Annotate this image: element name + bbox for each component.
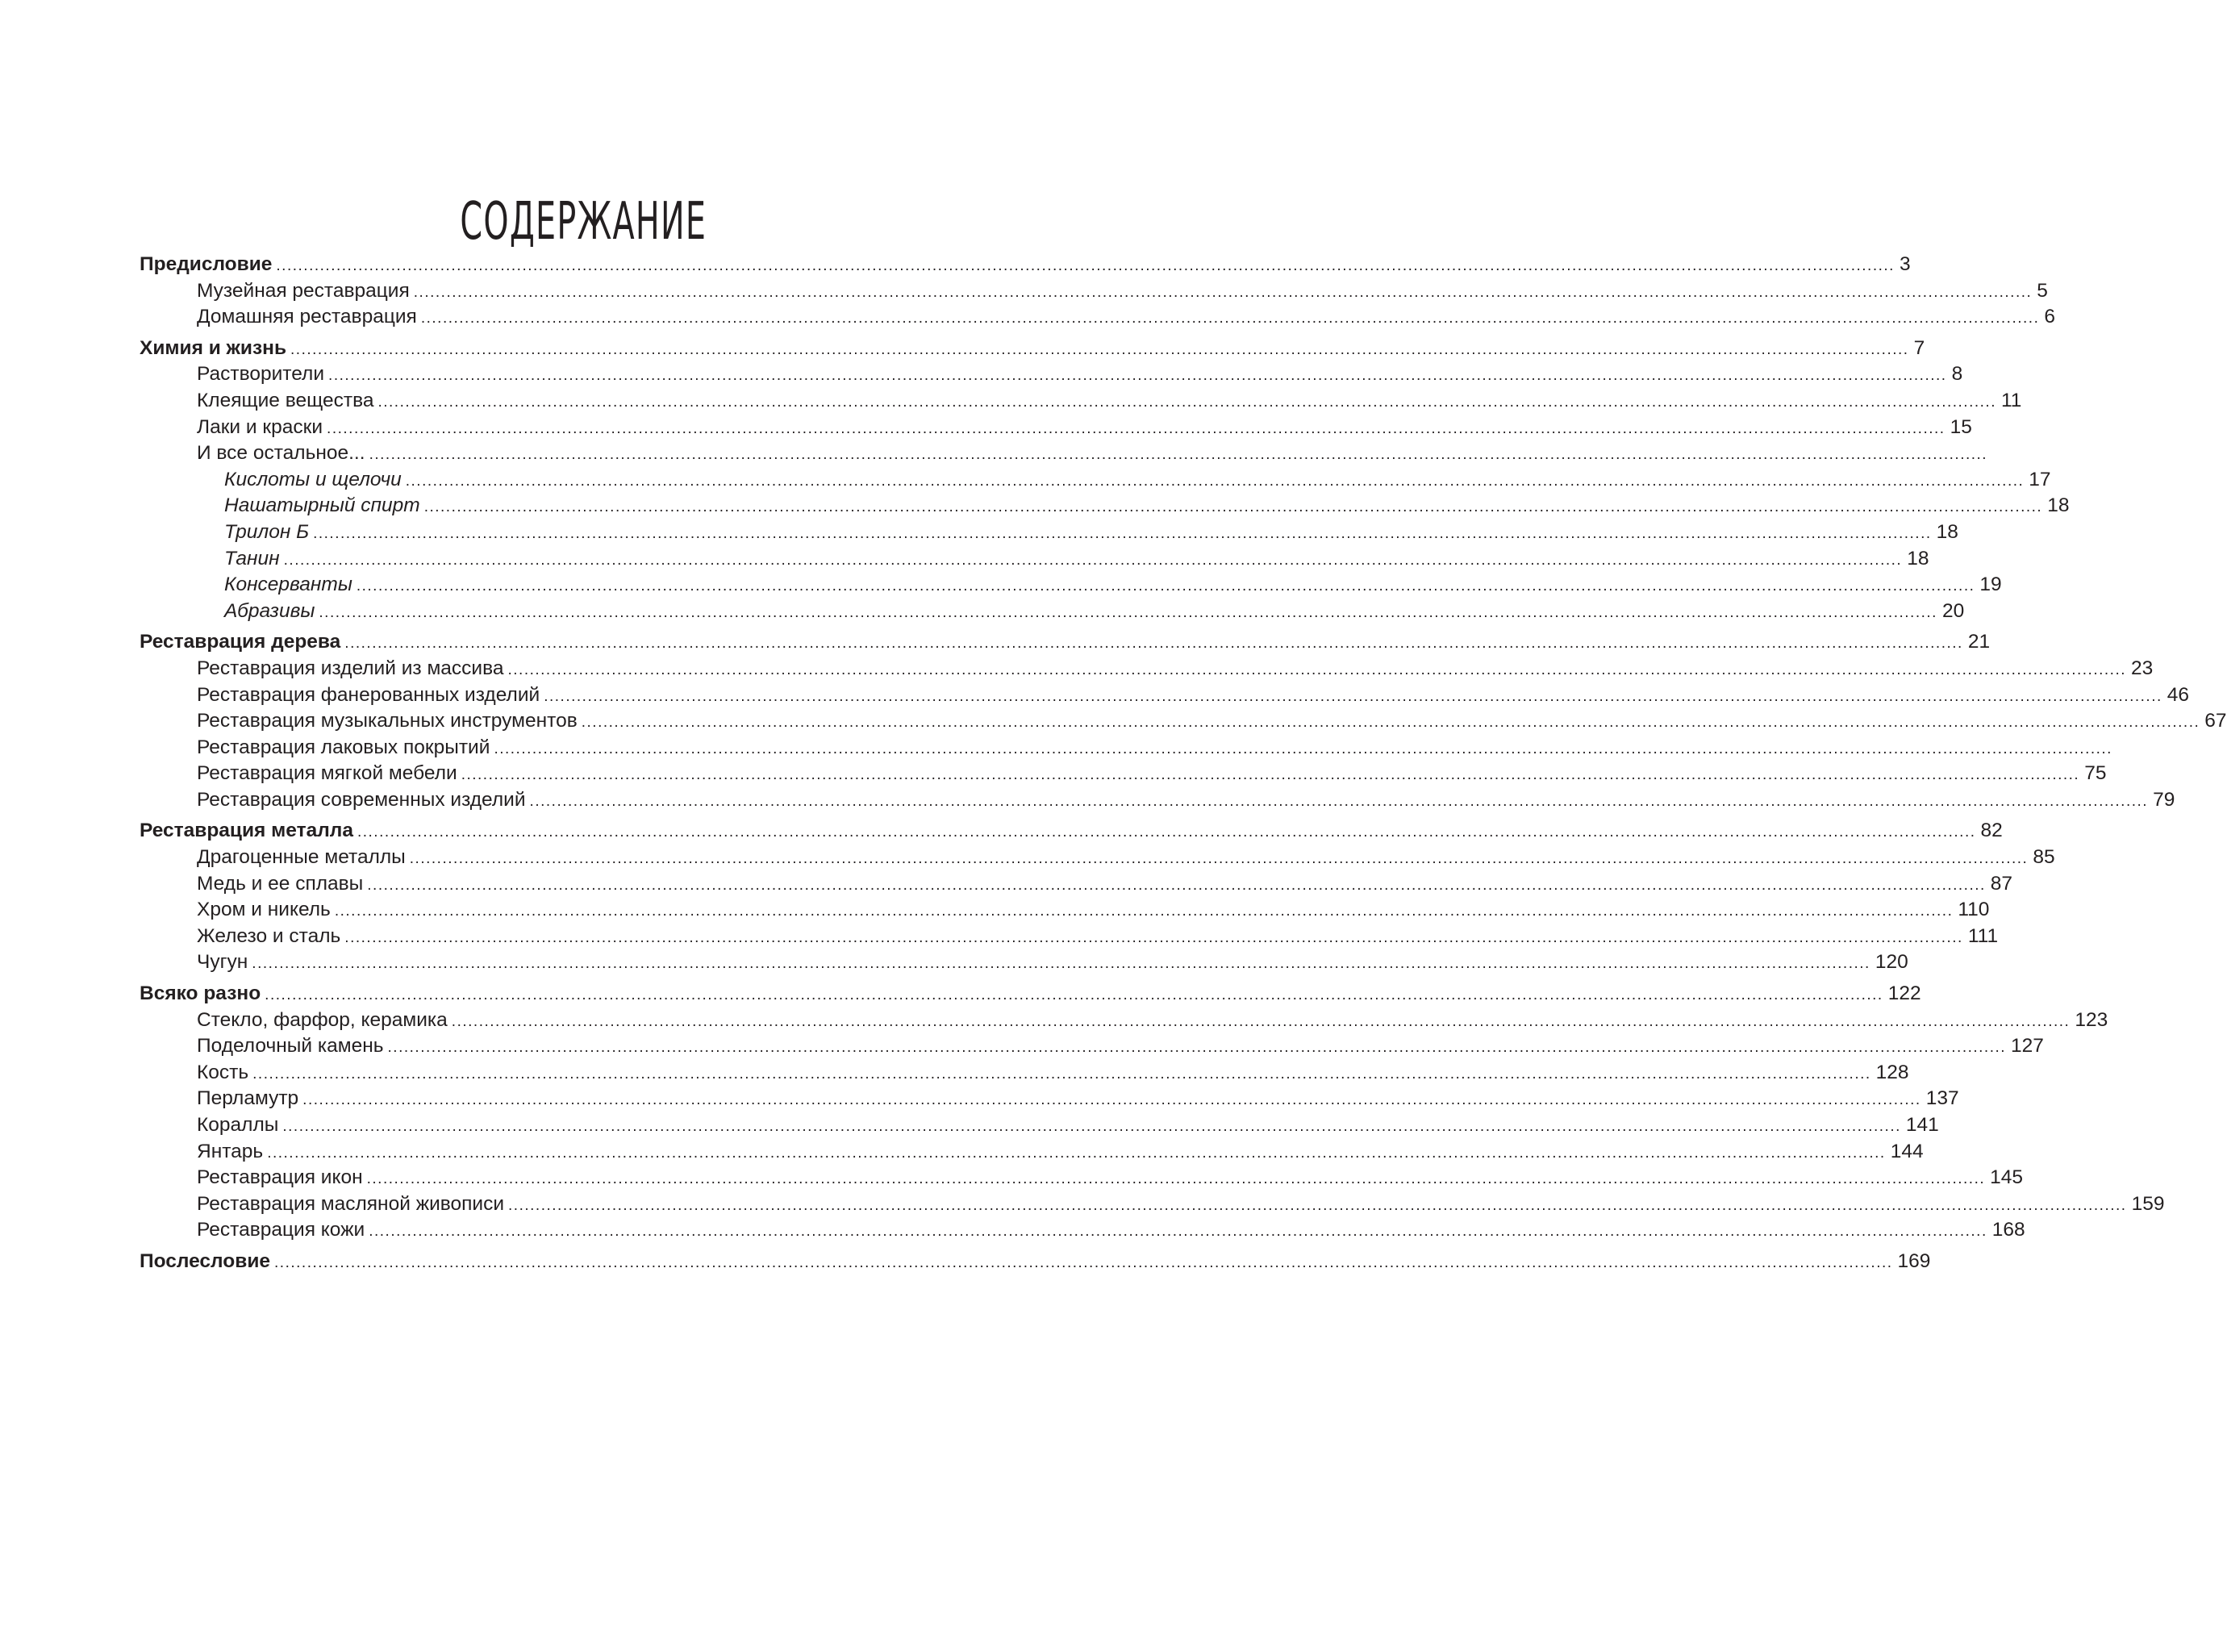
toc-section [140,629,2227,813]
toc-subentry[interactable] [140,572,2002,599]
toc-page-number: 141 [1905,1114,1939,1136]
toc-chapter-entry[interactable] [140,981,1921,1007]
toc-subentry[interactable] [140,440,1988,467]
dot-leader: ........................................................................................................................................................................................................................................................................................................ [267,1144,1886,1162]
toc-page-number: 3 [1899,253,1911,275]
toc-page-number: 123 [2075,1008,2108,1031]
dot-leader: ........................................................................................................................................................................................................................................................................................................ [328,367,1947,385]
dot-leader: ........................................................................................................................................................................................................................................................................................................ [508,1196,2127,1214]
toc-subentry[interactable] [140,546,1929,573]
toc-page-number: 6 [2044,306,2055,328]
dot-leader: ........................................................................................................................................................................................................................................................................................................ [327,419,1945,437]
toc-page-number: 5 [2037,279,2048,302]
toc-entry-title: Железо и сталь [197,924,341,947]
toc-page-number: 159 [2131,1192,2165,1215]
dot-leader: ........................................................................................................................................................................................................................................................................................................ [507,661,2127,678]
dot-leader: ........................................................................................................................................................................................................................................................................................................ [252,1065,1871,1083]
toc-subentry[interactable] [140,304,2055,331]
toc-entry-title: Реставрация икон [197,1166,363,1189]
dot-leader: ........................................................................................................................................................................................................................................................................................................ [423,499,2043,516]
toc-subentry[interactable] [140,599,1965,625]
dot-leader: ........................................................................................................................................................................................................................................................................................................ [313,524,1932,542]
toc-entry-title: Реставрация мягкой мебели [197,762,457,785]
toc-subentry[interactable] [140,682,2190,709]
toc-subentry[interactable] [140,1191,2165,1218]
toc-page-number: 18 [1936,520,1958,543]
dot-leader: ........................................................................................................................................................................................................................................................................................................ [581,714,2200,732]
toc-page-number: 67 [2204,710,2227,732]
toc-entry-title: Хром и никель [197,899,331,921]
toc-entry-title: Консерванты [224,574,352,596]
toc-entry-title: Кислоты и щелочи [224,468,402,490]
toc-subentry[interactable] [140,493,2070,519]
toc-chapter-entry[interactable] [140,252,1911,278]
toc-subentry[interactable] [140,897,1990,924]
toc-entry-title: Кораллы [197,1114,279,1136]
toc-entry-title: Растворители [197,363,325,386]
toc-subentry[interactable] [140,845,2055,871]
toc-page-number: 18 [1907,547,1929,569]
toc-page-number: 7 [1913,336,1925,359]
toc-page-number: 144 [1890,1140,1924,1162]
toc-section [140,818,2055,976]
toc-entry-title: Реставрация музыкальных инструментов [197,710,578,732]
toc-page-number: 120 [1875,951,1908,974]
toc-chapter-entry[interactable] [140,818,2003,845]
toc-page-number: 122 [1887,982,1921,1005]
dot-leader: ........................................................................................................................................................................................................................................................................................................ [409,850,2029,868]
dot-leader: ........................................................................................................................................................................................................................................................................................................ [334,903,1954,920]
dot-leader: ........................................................................................................................................................................................................................................................................................................ [494,740,2112,757]
dot-leader: ........................................................................................................................................................................................................................................................................................................ [377,393,1996,411]
dot-leader: ........................................................................................................................................................................................................................................................................................................ [276,257,1895,274]
dot-leader: ........................................................................................................................................................................................................................................................................................................ [356,578,1975,595]
toc-page-number: 8 [1951,363,1963,386]
toc-section [140,252,2055,331]
toc-subentry[interactable] [140,787,2175,814]
toc-page-number: 168 [1991,1219,2025,1241]
toc-entry-title: Реставрация современных изделий [197,788,526,811]
toc-entry-title: Танин [224,547,280,569]
toc-subentry[interactable] [140,467,2051,494]
dot-leader: ........................................................................................................................................................................................................................................................................................................ [369,1223,1987,1241]
dot-leader: ........................................................................................................................................................................................................................................................................................................ [344,928,1963,946]
toc-entry-title: Реставрация кожи [197,1219,365,1241]
page-title: СОДЕРЖАНИЕ [460,191,707,252]
toc-entry-title: Нашатырный спирт [224,494,420,517]
dot-leader: ........................................................................................................................................................................................................................................................................................................ [461,766,2080,784]
toc-subentry[interactable] [140,1007,2108,1034]
dot-leader: ........................................................................................................................................................................................................................................................................................................ [344,635,1963,653]
toc-page-number: 11 [2000,389,2022,411]
dot-leader: ........................................................................................................................................................................................................................................................................................................ [252,955,1870,973]
toc-subentry[interactable] [140,656,2154,682]
dot-leader: ........................................................................................................................................................................................................................................................................................................ [319,603,1937,621]
toc-subentry[interactable] [140,1033,2044,1060]
toc-entry-title: Клеящие вещества [197,389,374,411]
toc-subentry[interactable] [140,415,1972,441]
table-of-contents [140,252,2227,1280]
toc-entry-title: Кость [197,1061,249,1083]
toc-page-number: 75 [2084,762,2107,785]
toc-entry-title: Медь и ее сплавы [197,872,364,895]
toc-subentry[interactable] [140,1139,1924,1166]
toc-subentry[interactable] [140,361,1963,388]
toc-subentry[interactable] [140,924,1999,950]
toc-entry-title: Домашняя реставрация [197,306,417,328]
toc-subentry[interactable] [140,519,1958,546]
toc-subentry[interactable] [140,1217,2025,1244]
toc-subentry[interactable] [140,871,2013,898]
toc-section [140,981,2165,1244]
toc-subentry[interactable] [140,278,2048,305]
toc-page-number: 87 [1990,872,2013,895]
toc-page-number: 128 [1875,1061,1909,1083]
dot-leader: ........................................................................................................................................................................................................................................................................................................ [282,1118,1901,1135]
toc-entry-title: Послесловие [140,1249,271,1272]
toc-entry-title: Реставрация лаковых покрытий [197,736,490,758]
dot-leader: ........................................................................................................................................................................................................................................................................................................ [413,283,2033,301]
toc-page-number: 46 [2167,683,2190,706]
toc-chapter-entry[interactable] [140,336,1925,362]
toc-subentry[interactable] [140,1165,2024,1191]
dot-leader: ........................................................................................................................................................................................................................................................................................................ [420,310,2040,327]
toc-page-number: 169 [1897,1249,1931,1272]
toc-page-number: 127 [2011,1035,2044,1058]
dot-leader: ........................................................................................................................................................................................................................................................................................................ [369,446,1988,464]
toc-page-number: 82 [1980,820,2003,842]
toc-entry-title: Драгоценные металлы [197,846,406,869]
toc-page-number: 145 [1990,1166,2024,1189]
dot-leader: ........................................................................................................................................................................................................................................................................................................ [544,687,2162,705]
toc-chapter-entry[interactable] [140,629,1991,656]
toc-subentry[interactable] [140,708,2227,735]
toc-page-number: 20 [1941,599,1965,622]
toc-entry-title: Реставрация изделий из массива [197,657,504,679]
dot-leader: ........................................................................................................................................................................................................................................................................................................ [405,472,2025,490]
dot-leader: ........................................................................................................................................................................................................................................................................................................ [387,1039,2007,1057]
toc-entry-title: Стекло, фарфор, керамика [197,1008,448,1031]
toc-subentry[interactable] [140,761,2107,787]
toc-subentry[interactable] [140,949,1908,976]
dot-leader: ........................................................................................................................................................................................................................................................................................................ [265,987,1883,1004]
toc-page-number: 21 [1967,631,1991,653]
dot-leader: ........................................................................................................................................................................................................................................................................................................ [302,1091,1921,1109]
toc-entry-title: Предисловие [140,253,273,275]
toc-entry-title: Химия и жизнь [140,336,287,359]
toc-entry-title: Поделочный камень [197,1035,384,1058]
toc-page-number: 137 [1925,1087,1959,1110]
dot-leader: ........................................................................................................................................................................................................................................................................................................ [367,876,1986,894]
toc-page-number: 17 [2029,468,2051,490]
toc-page-number: 79 [2153,788,2175,811]
toc-section [140,1249,1931,1275]
toc-entry-title: Янтарь [197,1140,264,1162]
toc-subentry[interactable] [140,1112,1939,1139]
toc-subentry[interactable] [140,1060,1909,1087]
dot-leader: ........................................................................................................................................................................................................................................................................................................ [366,1170,1986,1188]
toc-entry-title: Реставрация масляной живописи [197,1192,505,1215]
toc-entry-title: Реставрация дерева [140,631,341,653]
toc-entry-title: Всяко разно [140,982,261,1005]
toc-chapter-entry[interactable] [140,1249,1931,1275]
toc-entry-title: Музейная реставрация [197,279,410,302]
toc-section [140,336,2070,625]
toc-page-number: 85 [2033,846,2055,869]
toc-page-number: 110 [1958,899,1990,921]
toc-page-number: 15 [1950,415,1972,438]
toc-page-number: 18 [2047,494,2070,517]
toc-entry-title: Реставрация металла [140,820,353,842]
toc-entry-title: Трилон Б [224,520,310,543]
dot-leader: ........................................................................................................................................................................................................................................................................................................ [283,551,1903,569]
toc-page-number: 19 [1979,574,2002,596]
toc-subentry[interactable] [140,388,2022,415]
dot-leader: ........................................................................................................................................................................................................................................................................................................ [357,824,1976,841]
toc-subentry[interactable] [140,1086,1959,1112]
toc-subentry[interactable] [140,735,2112,761]
toc-entry-title: И все остальное... [197,442,365,465]
toc-entry-title: Чугун [197,951,248,974]
toc-entry-title: Лаки и краски [197,415,323,438]
toc-entry-title: Перламутр [197,1087,299,1110]
toc-entry-title: Абразивы [224,599,315,622]
toc-entry-title: Реставрация фанерованных изделий [197,683,540,706]
dot-leader: ........................................................................................................................................................................................................................................................................................................ [274,1254,1893,1271]
dot-leader: ........................................................................................................................................................................................................................................................................................................ [451,1012,2071,1030]
toc-page-number: 23 [2131,657,2154,679]
dot-leader: ........................................................................................................................................................................................................................................................................................................ [290,340,1909,358]
toc-page-number: 111 [1967,924,1999,947]
dot-leader: ........................................................................................................................................................................................................................................................................................................ [529,792,2149,810]
